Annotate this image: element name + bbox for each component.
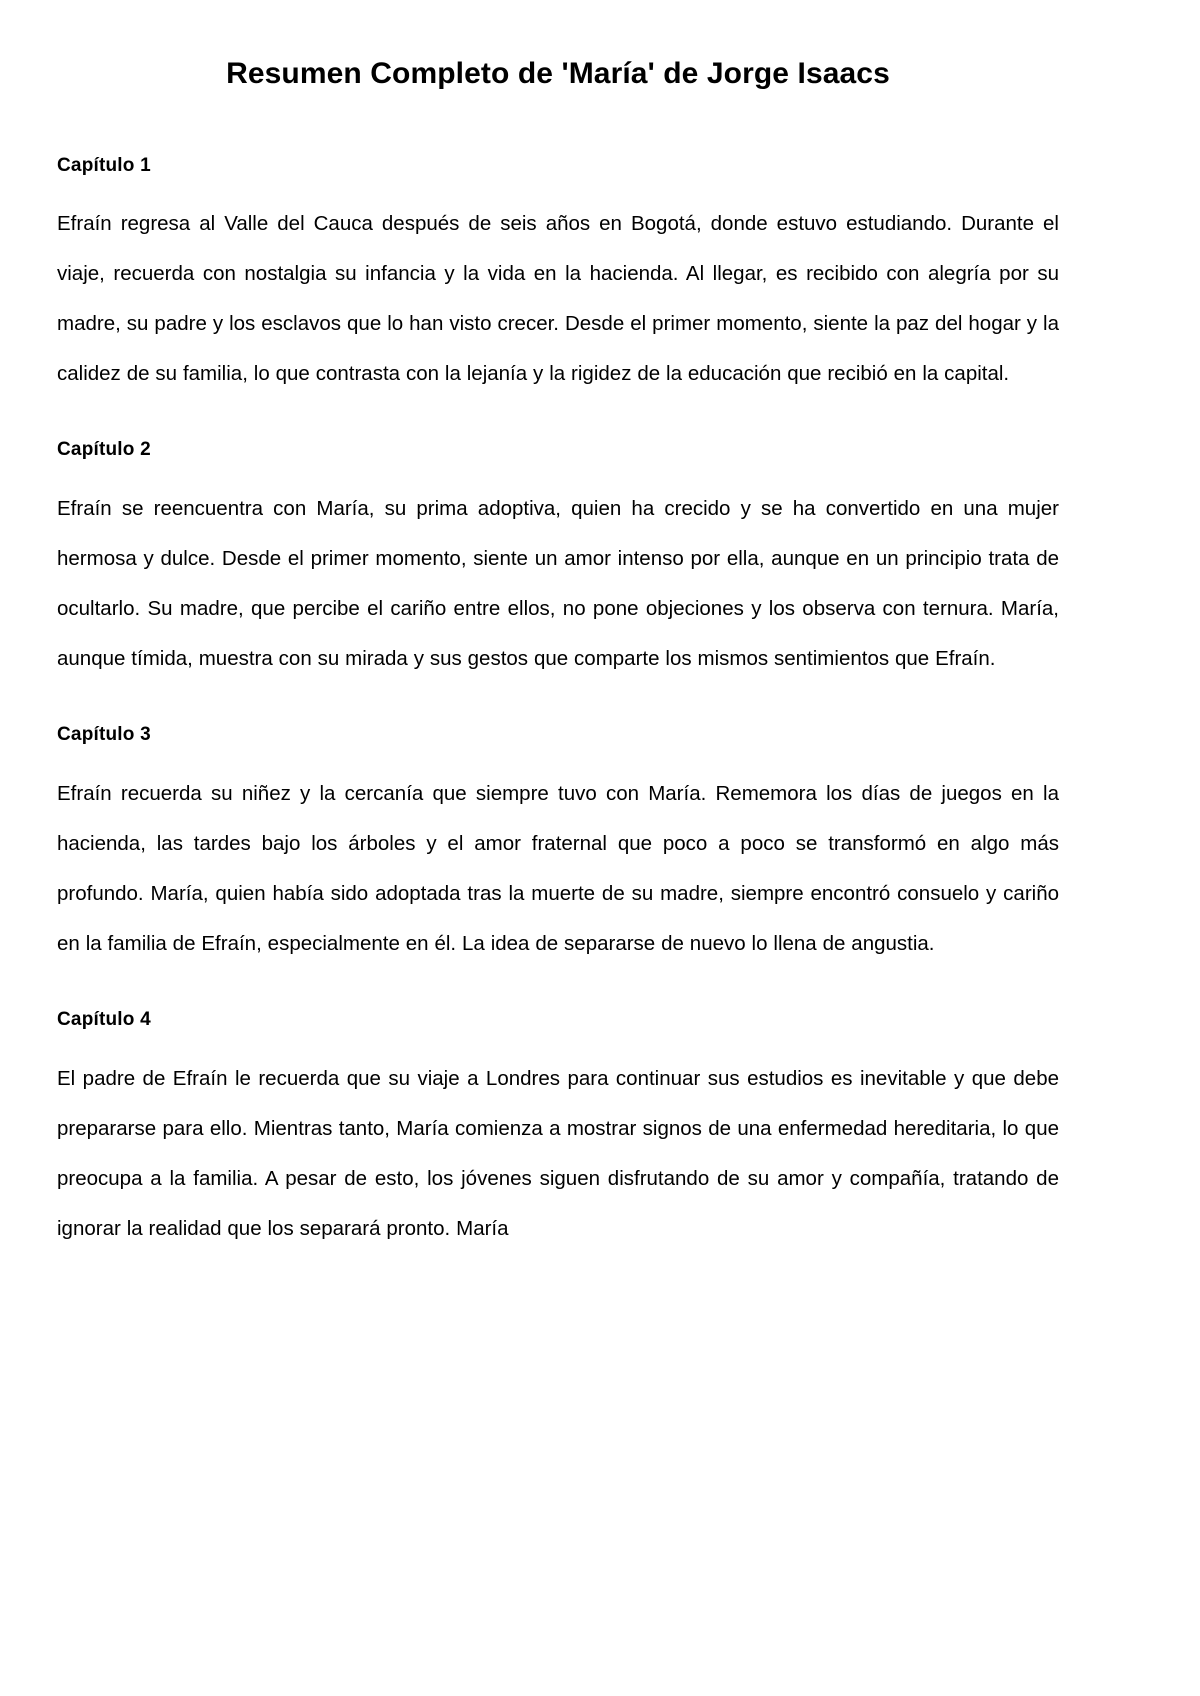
chapter-heading-1: Capítulo 1 bbox=[57, 154, 151, 176]
spacer bbox=[57, 177, 1059, 199]
chapter-heading-2: Capítulo 2 bbox=[57, 439, 151, 461]
spacer bbox=[57, 93, 1059, 155]
spacer bbox=[57, 684, 1059, 724]
chapter-section-4 bbox=[57, 1009, 1059, 1254]
page-title: Resumen Completo de 'María' de Jorge Isaacs bbox=[226, 57, 890, 90]
spacer bbox=[57, 462, 1059, 484]
document-content bbox=[57, 0, 1059, 1254]
chapter-paragraph-3: Efraín recuerda su niñez y la cercanía que siempre tuvo con María. Rememora los días de juegos en la hacienda, las tardes bajo los árboles y el amor fraternal que poco a poco se transformó en algo más profundo. María, quien había sido adoptada tras la muerte de su madre, siempre encontró consuelo y cariño en la familia de Efraín, especialmente en él. La idea de separarse de nuevo lo llena de angustia. bbox=[57, 781, 1059, 955]
chapter-paragraph-1: Efraín regresa al Valle del Cauca después de seis años en Bogotá, donde estuvo estudiando. Durante el viaje, recuerda con nostalgia su infancia y la vida en la hacienda. Al llegar, es recibido con alegría por su madre, su padre y los esclavos que lo han visto crecer. Desde el primer momento, siente la paz del hogar y la calidez de su familia, lo que contrasta con la lejanía y la rigidez de la educación que recibió en la capital. bbox=[57, 212, 1059, 386]
chapter-heading-3: Capítulo 3 bbox=[57, 724, 151, 746]
chapter-heading-4: Capítulo 4 bbox=[57, 1008, 151, 1030]
chapter-section-3 bbox=[57, 724, 1059, 969]
spacer bbox=[57, 399, 1059, 439]
spacer bbox=[57, 1032, 1059, 1054]
chapter-paragraph-4: El padre de Efraín le recuerda que su viaje a Londres para continuar sus estudios es inevitable y que debe prepararse para ello. Mientras tanto, María comienza a mostrar signos de una enfermedad hereditaria, lo que preocupa a la familia. A pesar de esto, los jóvenes siguen disfrutando de su amor y compañía, tratando de ignorar la realidad que los separará pronto. María bbox=[57, 1066, 1059, 1240]
spacer bbox=[57, 969, 1059, 1009]
chapter-section-2 bbox=[57, 439, 1059, 684]
chapter-paragraph-2: Efraín se reencuentra con María, su prima adoptiva, quien ha crecido y se ha convertido en una mujer hermosa y dulce. Desde el primer momento, siente un amor intenso por ella, aunque en un principio trata de ocultarlo. Su madre, que percibe el cariño entre ellos, no pone objeciones y los observa con ternura. María, aunque tímida, muestra con su mirada y sus gestos que comparte los mismos sentimientos que Efraín. bbox=[57, 497, 1059, 671]
spacer bbox=[57, 747, 1059, 769]
chapter-section-1 bbox=[57, 155, 1059, 400]
